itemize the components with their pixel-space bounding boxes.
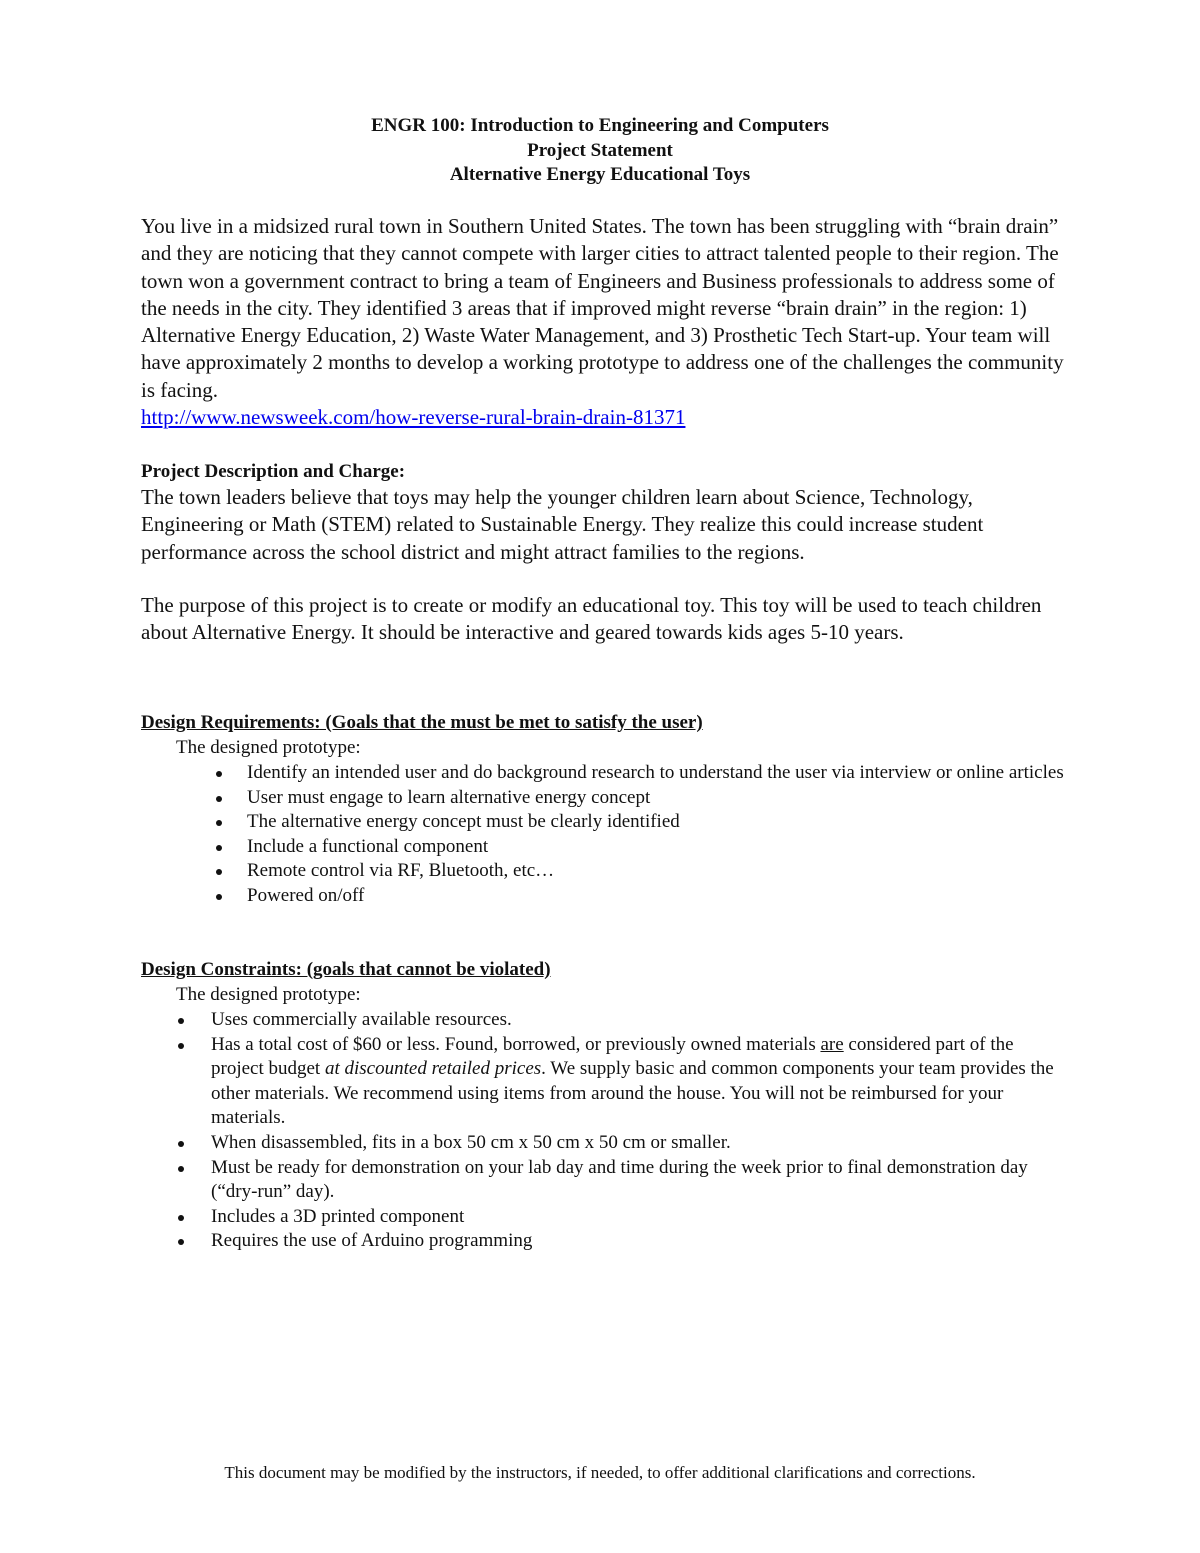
list-item bbox=[211, 1033, 1061, 1131]
bullet-icon bbox=[216, 820, 222, 826]
constraints-subhead: The designed prototype: bbox=[176, 984, 361, 1005]
list-item bbox=[247, 859, 1077, 884]
underlined-text: are bbox=[820, 1033, 844, 1055]
list-item bbox=[211, 1131, 1061, 1156]
document-type: Project Statement bbox=[527, 139, 673, 161]
project-title: Alternative Energy Educational Toys bbox=[449, 164, 751, 185]
list-item-text: Has a total cost of $60 or less. Found, borrowed, or previously owned materials bbox=[211, 1033, 821, 1055]
list-item-text: User must engage to learn alternative energy concept bbox=[247, 786, 651, 808]
bullet-icon bbox=[216, 845, 222, 851]
intro-text: You live in a midsized rural town in Southern United States. The town has been struggling with “brain drain” and they are noticing that they cannot compete with larger cities to attract talented people to their region. The town won a government contract to bring a team of Engineers and Business professionals to address some of the needs in the city. They identified 3 areas that if improved might reverse “brain drain” in the region: 1) Alternative Energy Education, 2) Waste Water Management, and 3) Prosthetic Tech Start-up. Your team will have approximately 2 months to develop a working prototype to address one of the challenges the community is facing. bbox=[141, 214, 1064, 402]
list-item-text: . We supply basic and common components your team provides the other materials. We recommend using items from around the house. You will not be reimbursed for your materials. bbox=[211, 1058, 1054, 1129]
bullet-icon bbox=[216, 796, 222, 802]
description-heading: Project Description and Charge: bbox=[141, 461, 406, 482]
list-item bbox=[211, 1205, 1061, 1230]
footer-note: This document may be modified by the instructors, if needed, to offer additional clarifications and corrections. bbox=[224, 1463, 976, 1482]
course-title: ENGR 100: Introduction to Engineering and Computers bbox=[371, 115, 829, 136]
list-item bbox=[247, 786, 1077, 811]
bullet-icon bbox=[216, 869, 222, 875]
bullet-icon bbox=[216, 771, 222, 777]
list-item-text: When disassembled, fits in a box 50 cm x 50 cm x 50 cm or smaller. bbox=[211, 1131, 731, 1153]
list-item-text: Remote control via RF, Bluetooth, etc… bbox=[247, 860, 555, 882]
list-item bbox=[211, 1008, 1061, 1033]
list-item-text: considered part of the project budget bbox=[211, 1033, 1014, 1080]
description-paragraph: The town leaders believe that toys may help the younger children learn about Science, Technology, Engineering or Math (STEM) related to Sustainable Energy. They realize this could increase student performance across the school district and might attract families to the regions. bbox=[141, 485, 984, 564]
design-constraints-heading: Design Constraints: (goals that cannot be violated) bbox=[141, 959, 551, 980]
list-item-text: Powered on/off bbox=[247, 884, 365, 906]
list-item bbox=[247, 835, 1077, 860]
italic-text: at discounted retailed prices bbox=[324, 1058, 542, 1080]
bullet-icon bbox=[178, 1141, 184, 1147]
list-item bbox=[211, 1156, 1061, 1205]
list-item-text: Include a functional component bbox=[247, 835, 489, 857]
list-item-text: The alternative energy concept must be clearly identified bbox=[247, 811, 680, 833]
purpose-paragraph: The purpose of this project is to create or modify an educational toy. This toy will be used to teach children about Alternative Energy. It should be interactive and geared towards kids ages 5-10 years. bbox=[141, 593, 1042, 645]
bullet-icon bbox=[178, 1239, 184, 1245]
bullet-icon bbox=[178, 1215, 184, 1221]
newsweek-link[interactable]: http://www.newsweek.com/how-reverse-rural-brain-drain-81371 bbox=[141, 405, 686, 430]
bullet-icon bbox=[178, 1018, 184, 1024]
design-requirements-heading: Design Requirements: (Goals that the must be met to satisfy the user) bbox=[141, 712, 703, 733]
bullet-icon bbox=[216, 894, 222, 900]
bullet-icon bbox=[178, 1043, 184, 1049]
bullet-icon bbox=[178, 1166, 184, 1172]
list-item-text: Uses commercially available resources. bbox=[211, 1009, 512, 1030]
list-item bbox=[211, 1229, 1061, 1254]
list-item-text: Identify an intended user and do background research to understand the user via interview or online articles bbox=[247, 762, 1064, 783]
list-item bbox=[247, 884, 1077, 909]
document-header bbox=[0, 114, 1200, 188]
requirements-subhead: The designed prototype: bbox=[176, 737, 361, 758]
list-item bbox=[247, 761, 1077, 786]
constraints-list bbox=[211, 1008, 1061, 1254]
requirements-list bbox=[247, 761, 1077, 909]
intro-paragraph bbox=[141, 213, 1071, 431]
list-item-text: Must be ready for demonstration on your lab day and time during the week prior to final demonstration day (“dry-run” day). bbox=[211, 1156, 1028, 1203]
list-item-text: Includes a 3D printed component bbox=[211, 1205, 465, 1227]
list-item bbox=[247, 810, 1077, 835]
list-item-text: Requires the use of Arduino programming bbox=[211, 1230, 533, 1252]
